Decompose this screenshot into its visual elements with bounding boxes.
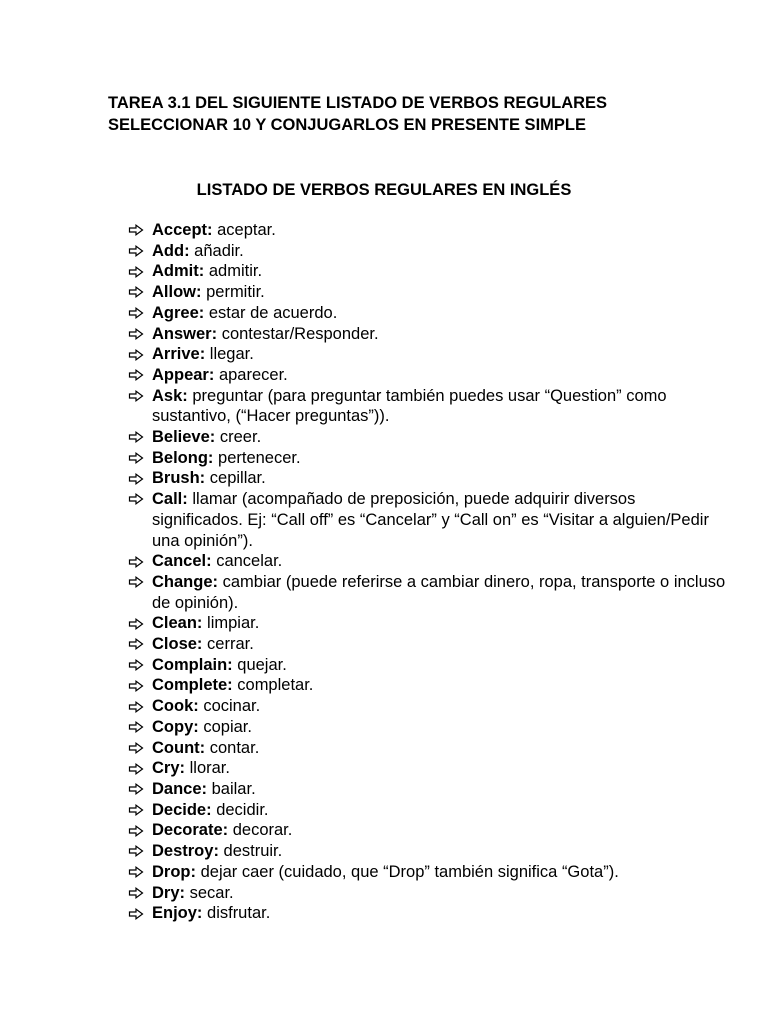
list-item [128, 344, 728, 365]
verb-definition: añadir. [194, 241, 244, 260]
verb-term: Copy: [152, 717, 199, 736]
verb-term: Ask: [152, 386, 188, 405]
verb-definition: quejar. [237, 655, 287, 674]
list-item [128, 220, 728, 241]
verb-term: Dry: [152, 883, 186, 902]
verb-term: Believe: [152, 428, 216, 447]
list-item [128, 551, 728, 572]
hollow-right-arrow-icon [128, 862, 146, 883]
verb-term: Cancel: [152, 552, 212, 571]
verb-definition: cepillar. [209, 469, 266, 488]
verb-definition: creer. [219, 428, 262, 447]
verb-term: Destroy: [152, 842, 219, 861]
list-item [128, 758, 728, 779]
hollow-right-arrow-icon [128, 675, 146, 696]
verb-term: Accept: [152, 221, 213, 239]
hollow-right-arrow-icon [128, 717, 146, 738]
list-item [128, 303, 728, 324]
hollow-right-arrow-icon [128, 800, 146, 821]
list-item [128, 572, 728, 613]
verb-definition: cerrar. [207, 635, 254, 654]
verb-definition: llamar (acompañado de preposición, puede adquirir diversos significados. Ej: “Call off” es “Cancelar” y “Call on” es “Visitar a alguien/Pedir una opinión”). [152, 490, 709, 550]
hollow-right-arrow-icon [128, 841, 146, 862]
verb-definition: cancelar. [216, 552, 283, 571]
list-item [128, 634, 728, 655]
verb-definition: contestar/Responder. [221, 324, 379, 343]
hollow-right-arrow-icon [128, 365, 146, 386]
hollow-right-arrow-icon [128, 696, 146, 717]
verb-definition: permitir. [206, 283, 265, 302]
hollow-right-arrow-icon [128, 386, 146, 407]
verb-definition: aparecer. [218, 365, 288, 384]
assignment-heading [108, 92, 728, 136]
list-item [128, 675, 728, 696]
verb-definition: completar. [237, 676, 314, 695]
verb-definition: aceptar. [217, 221, 276, 239]
verb-term: Close: [152, 635, 203, 654]
verb-definition: llegar. [209, 345, 254, 364]
verb-list [128, 220, 728, 924]
verb-term: Answer: [152, 324, 218, 343]
verb-definition: disfrutar. [207, 904, 271, 923]
hollow-right-arrow-icon [128, 903, 146, 924]
list-item [128, 655, 728, 676]
hollow-right-arrow-icon [128, 303, 146, 324]
verb-term: Dance: [152, 779, 208, 798]
list-item [128, 738, 728, 759]
verb-term: Agree: [152, 303, 205, 322]
verb-definition: decorar. [232, 821, 293, 840]
hollow-right-arrow-icon [128, 655, 146, 676]
verb-term: Arrive: [152, 345, 206, 364]
assignment-heading-line-2: SELECCIONAR 10 Y CONJUGARLOS EN PRESENTE SIMPLE [108, 116, 586, 134]
verb-term: Complain: [152, 655, 233, 674]
hollow-right-arrow-icon [128, 572, 146, 593]
list-item [128, 489, 728, 551]
verb-term: Appear: [152, 365, 215, 384]
verb-definition: cocinar. [203, 697, 261, 716]
hollow-right-arrow-icon [128, 551, 146, 572]
list-title: LISTADO DE VERBOS REGULARES EN INGLÉS [196, 181, 572, 199]
hollow-right-arrow-icon [128, 220, 146, 241]
hollow-right-arrow-icon [128, 634, 146, 655]
verb-definition: estar de acuerdo. [208, 303, 338, 322]
verb-definition: bailar. [211, 779, 256, 798]
list-item [128, 820, 728, 841]
hollow-right-arrow-icon [128, 468, 146, 489]
verb-definition: secar. [189, 883, 234, 902]
hollow-right-arrow-icon [128, 448, 146, 469]
hollow-right-arrow-icon [128, 883, 146, 904]
verb-term: Add: [152, 241, 190, 260]
hollow-right-arrow-icon [128, 427, 146, 448]
hollow-right-arrow-icon [128, 613, 146, 634]
hollow-right-arrow-icon [128, 344, 146, 365]
verb-definition: contar. [209, 738, 260, 757]
hollow-right-arrow-icon [128, 261, 146, 282]
verb-definition: cambiar (puede referirse a cambiar dinero, ropa, transporte o incluso de opinión). [152, 572, 726, 612]
list-item [128, 883, 728, 904]
verb-definition: llorar. [189, 759, 230, 778]
hollow-right-arrow-icon [128, 489, 146, 510]
verb-definition: preguntar (para preguntar también puedes usar “Question” como sustantivo, (“Hacer preguntas”)). [152, 386, 667, 426]
list-item [128, 282, 728, 303]
verb-term: Complete: [152, 676, 233, 695]
hollow-right-arrow-icon [128, 820, 146, 841]
list-item [128, 448, 728, 469]
verb-term: Call: [152, 490, 188, 509]
verb-definition: decidir. [216, 800, 269, 819]
verb-term: Drop: [152, 862, 196, 881]
hollow-right-arrow-icon [128, 738, 146, 759]
verb-term: Decorate: [152, 821, 229, 840]
verb-term: Allow: [152, 283, 202, 302]
list-item [128, 386, 728, 427]
list-item [128, 427, 728, 448]
verb-definition: destruir. [223, 842, 283, 861]
hollow-right-arrow-icon [128, 779, 146, 800]
verb-term: Count: [152, 738, 206, 757]
verb-definition: copiar. [203, 717, 252, 736]
list-item [128, 841, 728, 862]
verb-term: Brush: [152, 469, 206, 488]
list-item [128, 862, 728, 883]
verb-definition: limpiar. [207, 614, 260, 633]
list-item [128, 779, 728, 800]
verb-term: Cry: [152, 759, 186, 778]
hollow-right-arrow-icon [128, 324, 146, 345]
list-item [128, 696, 728, 717]
list-item [128, 365, 728, 386]
assignment-heading-line-1: TAREA 3.1 DEL SIGUIENTE LISTADO DE VERBOS REGULARES [108, 94, 608, 112]
verb-term: Clean: [152, 614, 203, 633]
verb-definition: admitir. [208, 262, 263, 281]
list-item [128, 717, 728, 738]
verb-term: Cook: [152, 697, 199, 716]
hollow-right-arrow-icon [128, 241, 146, 262]
list-item [128, 613, 728, 634]
list-item [128, 468, 728, 489]
verb-term: Enjoy: [152, 904, 203, 923]
hollow-right-arrow-icon [128, 282, 146, 303]
hollow-right-arrow-icon [128, 758, 146, 779]
list-item [128, 261, 728, 282]
list-item [128, 903, 728, 924]
verb-definition: dejar caer (cuidado, que “Drop” también significa “Gota”). [200, 862, 619, 881]
verb-term: Decide: [152, 800, 212, 819]
verb-definition: pertenecer. [218, 448, 301, 467]
list-item [128, 800, 728, 821]
verb-term: Change: [152, 572, 218, 591]
verb-term: Belong: [152, 448, 214, 467]
list-item [128, 241, 728, 262]
verb-term: Admit: [152, 262, 205, 281]
list-item [128, 324, 728, 345]
